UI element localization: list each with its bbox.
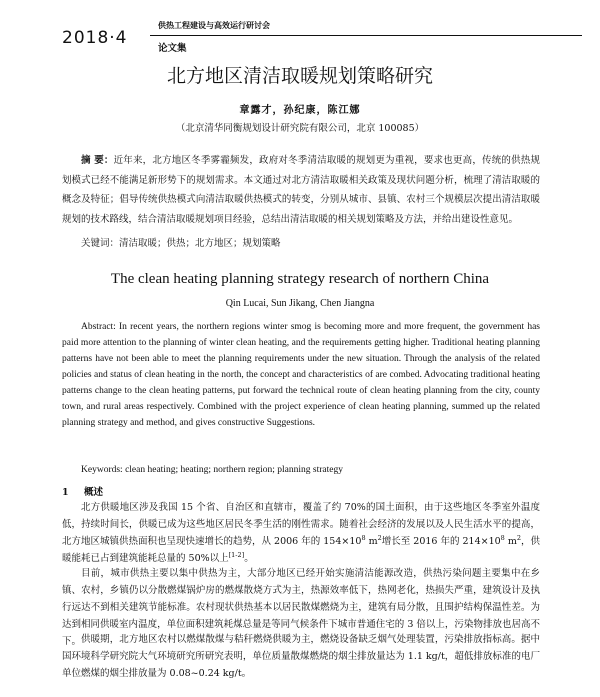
p1-text-c: ，供暖能耗已占到建筑能耗总量的 50%以上 (62, 536, 540, 564)
body-paragraph-3: 供暖期，北方地区农村以燃煤散煤与秸秆燃烧供暖为主，燃烧设备缺乏烟气处理装置，污染排放指标高。据中国环境科学研究院大气环境研究所研究表明，单位质量散煤燃烧的烟尘排放量达为 1.1 kg/t，超低排放标准的电厂单位燃煤的烟尘排放量为 0.08~0.24 kg/t。 (62, 634, 540, 679)
chinese-abstract-text: 近年来，北方地区冬季雾霾频发，政府对冬季清洁取暖的规划更为重视，要求也更高，传统的供热规划模式已经不能满足新形势下的规划需求。本文通过对北方清洁取暖相关政策及现状问题分析，梳理了清洁取暖的概念及特征；倡导传统供热模式向清洁取暖供热模式的转变，分别从城市、县镇、农村三个规模层次提出清洁取暖规划的技术路线，结合清洁取暖规划项目经验，总结出清洁取暖的相关规划策略及方法，并给出建设性意见。 (62, 155, 540, 225)
p1-text-a: 北方供暖地区涉及我国 15 个省、自治区和直辖市，覆盖了约 70%的国土面积，由于这些地区冬季室外温度低，持续时间长，供暖已成为这些地区居民冬季生活的刚性需求。随着社会经济的发展以及人民生活水平的提高，北方地区城镇供热面积也呈现快速增长的趋势，从 2006 年的 154×10 (62, 502, 540, 547)
p1-sup-area-2: 2 (516, 533, 521, 542)
section-label: 论文集 (158, 43, 187, 54)
chinese-affiliation: （北京清华同衡规划设计研究院有限公司，北京 100085） (175, 123, 425, 134)
chinese-title: 北方地区清洁取暖规划策略研究 (166, 65, 433, 87)
body-paragraph-2: 目前，城市供热主要以集中供热为主，大部分地区已经开始实施清洁能源改造，供热污染问题主要集中在乡镇、农村，乡镇仍以分散燃煤锅炉房的燃煤散烧方式为主，热源效率低下，热网老化，热损失严重，建筑设计及执行远达不到相关建筑节能标准。农村现状供热基本以居民散煤燃烧为主，建筑有局分散，且围护结构保温性差。为达到相同供暖室内温度，单位面积建筑耗煤总量是等同气候条件下城市普通住宅的 3 倍以上，污染物排放也居高不下。 (62, 568, 540, 647)
chinese-abstract-label: 摘 要： (81, 155, 114, 166)
running-header (62, 18, 582, 58)
p1-end: 。 (244, 553, 254, 564)
chinese-abstract (62, 151, 540, 229)
section-title: 概述 (84, 487, 104, 498)
issue-number: 2018·4 (62, 28, 128, 48)
journal-name: 供热工程建设与高效运行研讨会 (158, 21, 270, 30)
english-keywords: Keywords: clean heating; heating; northern region; planning strategy (81, 465, 343, 475)
p1-sup-exp: 8 (361, 533, 366, 542)
body-paragraph-1 (62, 499, 540, 567)
english-abstract (62, 319, 540, 431)
english-abstract-text: In recent years, the northern regions winter smog is becoming more and more frequent, the government has paid more attention to the planning of winter clean heating, and the requirements getting higher. Traditional heating planning patterns have not been able to meet the planning requirements under the new situation. Through the analysis of the related policies and status of clean heating in the north, the concept and characteristics of are combed. Advocating traditional heating patterns change to the clean heating patterns, put forward the technical route of clean heating planning from the city, county town, and rural areas respectively. Combined with the project experience of clean heating planning, summed up the related planning strategy and method, and gives constructive Suggestions. (62, 322, 540, 428)
chinese-keywords: 关键词：清洁取暖；供热；北方地区；规划策略 (81, 238, 281, 249)
english-abstract-label: Abstract: (81, 322, 116, 332)
p1-sup-exp-2: 8 (500, 533, 505, 542)
p1-unit: m (365, 536, 378, 547)
section-number: 1 (62, 487, 69, 498)
english-title: The clean heating planning strategy research of northern China (110, 271, 490, 287)
p1-sup-area: 2 (377, 533, 382, 542)
p1-text-b: 增长至 2016 年的 214×10 (381, 536, 501, 547)
header-rule (150, 35, 582, 36)
english-authors: Qin Lucai, Sun Jikang, Chen Jiangna (225, 298, 375, 309)
citation: [1-2] (228, 550, 245, 559)
section-heading (62, 484, 103, 498)
chinese-authors: 章露才，孙纪康，陈江娜 (239, 105, 361, 116)
p1-unit-2: m (504, 536, 517, 547)
